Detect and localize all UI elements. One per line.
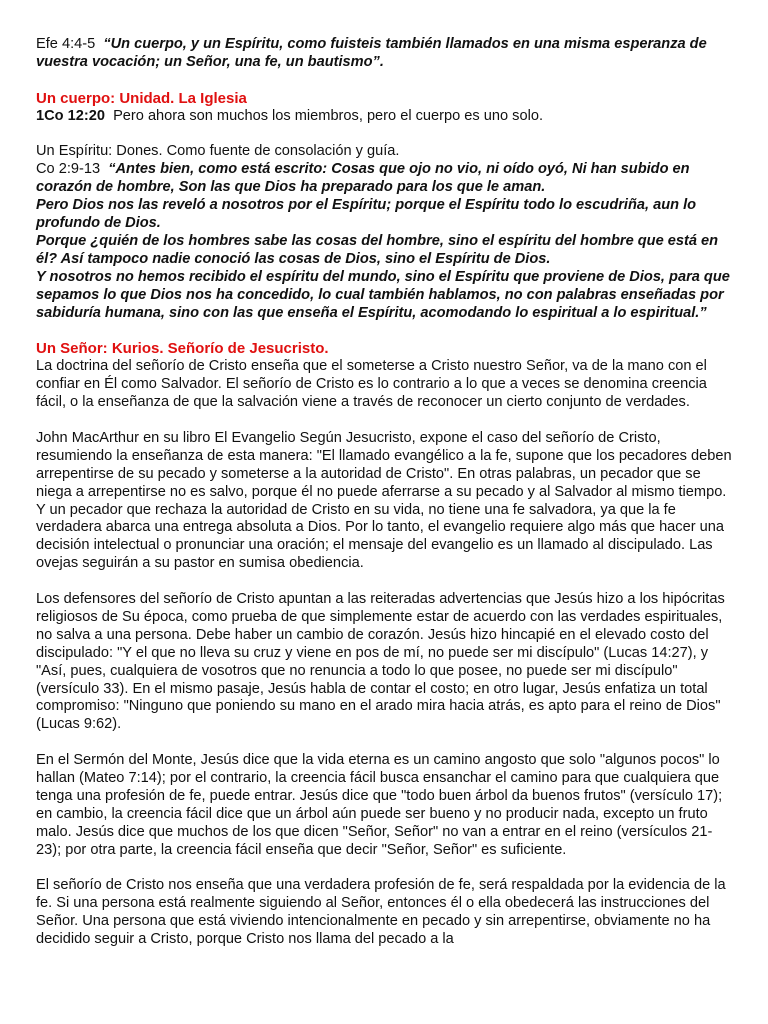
section3-paragraph-1: La doctrina del señorío de Cristo enseña que el someterse a Cristo nuestro Señor, va de la mano con el confiar en Él como Salvador. El señorío de Cristo es lo contrario a lo que a veces se denomina creencia fácil, o la enseñanza de que la salvación viene a través de reconocer un cierto conjunto de verdades. [36, 358, 707, 411]
section2-quote-4: Y nosotros no hemos recibido el espíritu del mundo, sino el Espíritu que proviene de Dios, para que sepamos lo que Dios nos ha concedido, lo cual también hablamos, no con palabras enseñadas por sabiduría humana, sino con las que enseña el Espíritu, acomodando lo espiritual a lo espiritual.” [36, 268, 730, 321]
section3-paragraph-4: En el Sermón del Monte, Jesús dice que la vida eterna es un camino angosto que solo "algunos pocos" lo hallan (Mateo 7:14); por el contrario, la creencia fácil busca ensanchar el camino para que cualquiera que tenga una profesión de fe, puede entrar. Jesús dice que "todo buen árbol da buenos frutos" (versículo 17); en cambio, la creencia fácil dice que un árbol aún puede ser bueno y no producir nada, excepto un fruto malo. Jesús dice que muchos de los que dicen "Señor, Señor" no van a entrar en el reino (versículos 21-23); por otra parte, la creencia fácil enseña que decir "Señor, Señor" es suficiente. [36, 752, 723, 858]
section-heading-un-senor: Un Señor: Kurios. Señorío de Jesucristo. [36, 340, 329, 358]
section2-quote-2: Pero Dios nos las reveló a nosotros por el Espíritu; porque el Espíritu todo lo escudriña, aun lo profundo de Dios. [36, 197, 697, 232]
intro-paragraph [36, 36, 732, 72]
section-heading-un-cuerpo: Un cuerpo: Unidad. La Iglesia [36, 89, 247, 107]
section3-paragraph-2: John MacArthur en su libro El Evangelio Según Jesucristo, expone el caso del señorío de Cristo, resumiendo la enseñanza de esta manera: "El llamado evangélico a la fe, supone que los pecadores deben arrepentirse de su pecado y someterse a la autoridad de Cristo". En otras palabras, un pecador que se niega a arrepentirse no es salvo, porque él no puede aferrarse a su pecado y al Salvador al mismo tiempo. Y un pecador que rechaza la autoridad de Cristo en su vida, no tiene una fe salvadora, ya que la fe verdadera abarca una entrega absoluta a Dios. Por lo tanto, el evangelio requiere algo más que hacer una decisión intelectual o pronunciar una oración; el mensaje del evangelio es un llamado al discipulado. Las ovejas seguirán a su pastor en sumisa obediencia. [36, 429, 732, 572]
intro-quote: “Un cuerpo, y un Espíritu, como fuisteis también llamados en una misma esperanza de vuestra vocación; un Señor, una fe, un bautismo”. [36, 36, 707, 70]
section2-quote-1: “Antes bien, como está escrito: Cosas que ojo no vio, ni oído oyó, Ni han subido en corazón de hombre, Son las que Dios ha preparado para los que le aman. [36, 161, 690, 196]
section1-paragraph [36, 108, 732, 126]
section2-quote-paragraph [36, 161, 732, 197]
intro-reference: Efe 4:4-5 [36, 36, 96, 52]
section1-text: Pero ahora son muchos los miembros, pero el cuerpo es uno solo. [113, 107, 543, 124]
section3-paragraph-3: Los defensores del señorío de Cristo apuntan a las reiteradas advertencias que Jesús hizo a los hipócritas religiosos de Su época, como prueba de que simplemente estar de acuerdo con las verdades espirituales, no salva a una persona. Debe haber un cambio de corazón. Jesús hizo hincapié en el elevado costo del discipulado: "Y el que no lleva su cruz y viene en pos de mí, no puede ser mi discípulo" (Lucas 14:27), y "Así, pues, cualquiera de vosotros que no renuncia a todo lo que posee, no puede ser mi discípulo" (versículo 33). En el mismo pasaje, Jesús habla de contar el costo; en otro lugar, Jesús enfatiza un total compromiso: "Ninguno que poniendo su mano en el arado mira hacia atrás, es apto para el reino de Dios" (Lucas 9:62). [36, 591, 725, 733]
section1-reference: 1Co 12:20 [36, 107, 105, 124]
section2-reference: Co 2:9-13 [36, 161, 101, 178]
section2-line: Un Espíritu: Dones. Como fuente de consolación y guía. [36, 143, 400, 160]
section3-paragraph-5: El señorío de Cristo nos enseña que una verdadera profesión de fe, será respaldada por la evidencia de la fe. Si una persona está realmente siguiendo al Señor, entonces él o ella obedecerá las instrucciones del Señor. Una persona que está viviendo intencionalmente en pecado y sin arrepentirse, obviamente no ha decidido seguir a Cristo, porque Cristo nos llama del pecado a la [36, 877, 726, 948]
section2-quote-3: Porque ¿quién de los hombres sabe las cosas del hombre, sino el espíritu del hombre que está en él? Así tampoco nadie conoció las cosas de Dios, sino el Espíritu de Dios. [36, 232, 719, 267]
